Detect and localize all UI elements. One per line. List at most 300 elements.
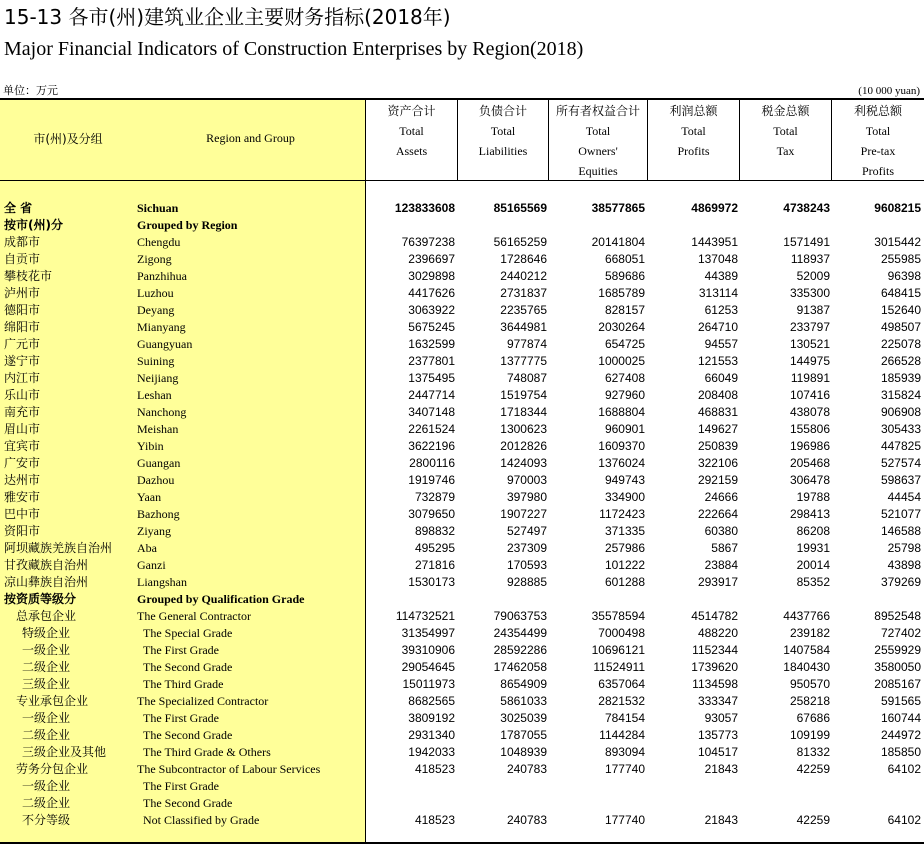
- row-value: 244972: [880, 728, 921, 742]
- row-value: 5675245: [408, 320, 455, 334]
- row-value: 2731837: [500, 286, 547, 300]
- row-value: 25798: [887, 541, 921, 555]
- table-row: [0, 268, 924, 285]
- row-value: 2821532: [598, 694, 645, 708]
- row-value: 1571491: [783, 235, 830, 249]
- header-region-cn: 市(州)及分组: [33, 132, 103, 146]
- row-value: 257986: [604, 541, 645, 555]
- row-value: 3025039: [500, 711, 547, 725]
- row-value: 250839: [697, 439, 738, 453]
- row-label-cn: 德阳市: [4, 303, 41, 317]
- row-value: 266528: [880, 354, 921, 368]
- header-cn: 税金总额: [761, 104, 810, 118]
- row-label-en: The Second Grade: [143, 728, 233, 742]
- row-value: 2447714: [408, 388, 455, 402]
- row-value: 24354499: [493, 626, 547, 640]
- row-value: 468831: [697, 405, 738, 419]
- row-label-cn: 巴中市: [4, 507, 41, 521]
- row-label-cn: 自贡市: [4, 252, 41, 266]
- row-value: 8654909: [500, 677, 547, 691]
- row-label-cn: 绵阳市: [4, 320, 41, 334]
- row-value: 1840430: [783, 660, 830, 674]
- table-row: [0, 200, 924, 217]
- row-value: 177740: [604, 762, 645, 776]
- row-value: 418523: [414, 762, 455, 776]
- row-label-en: Not Classified by Grade: [143, 813, 260, 827]
- row-label-en: Ziyang: [137, 524, 171, 538]
- row-value: 81332: [796, 745, 830, 759]
- row-value: 1942033: [408, 745, 455, 759]
- row-value: 4738243: [783, 201, 830, 215]
- row-value: 205468: [789, 456, 830, 470]
- row-value: 727402: [880, 626, 921, 640]
- header-cn: 所有者权益合计: [555, 104, 640, 118]
- row-value: 521077: [880, 507, 921, 521]
- row-label-en: Grouped by Region: [137, 218, 238, 232]
- row-value: 654725: [604, 337, 645, 351]
- row-value: 784154: [604, 711, 645, 725]
- row-value: 66049: [704, 371, 738, 385]
- row-value: 121553: [697, 354, 738, 368]
- row-value: 3809192: [408, 711, 455, 725]
- header-total-liabilities: [458, 100, 548, 180]
- row-value: 1530173: [408, 575, 455, 589]
- row-value: 1152344: [692, 643, 738, 657]
- row-label-en: Chengdu: [137, 235, 181, 249]
- row-value: 1443951: [691, 235, 738, 249]
- row-value: 2030264: [598, 320, 645, 334]
- row-value: 170593: [506, 558, 547, 572]
- row-value: 21843: [704, 762, 738, 776]
- row-label-en: Yibin: [137, 439, 164, 453]
- table-row: [0, 812, 924, 829]
- row-value: 3029898: [408, 269, 455, 283]
- row-value: 61253: [704, 303, 738, 317]
- row-value: 60380: [704, 524, 738, 538]
- row-value: 137048: [697, 252, 738, 266]
- row-value: 748087: [506, 371, 547, 385]
- row-value: 3063922: [408, 303, 455, 317]
- row-value: 1375495: [408, 371, 455, 385]
- row-value: 271816: [414, 558, 455, 572]
- row-value: 44454: [887, 490, 921, 504]
- row-value: 335300: [789, 286, 830, 300]
- row-value: 1519754: [500, 388, 547, 402]
- table-row: [0, 489, 924, 506]
- table-row: [0, 472, 924, 489]
- row-value: 86208: [796, 524, 830, 538]
- table-row: [0, 234, 924, 251]
- table-row: [0, 455, 924, 472]
- table-row: [0, 506, 924, 523]
- row-value: 56165259: [493, 235, 547, 249]
- row-value: 313114: [698, 286, 738, 300]
- row-value: 1134598: [692, 677, 738, 691]
- row-label-cn: 专业承包企业: [16, 694, 89, 708]
- row-value: 52009: [796, 269, 830, 283]
- row-value: 648415: [880, 286, 921, 300]
- row-value: 20141804: [591, 235, 645, 249]
- table-row: [0, 693, 924, 710]
- header-total-assets: [366, 100, 457, 180]
- row-label-en: The General Contractor: [137, 609, 251, 623]
- row-value: 42259: [796, 813, 830, 827]
- row-value: 2800116: [409, 456, 455, 470]
- row-label-cn: 阿坝藏族羌族自治州: [4, 541, 113, 555]
- row-label-en: Ganzi: [137, 558, 166, 572]
- row-label-cn: 资阳市: [4, 524, 41, 538]
- row-label-en: Luzhou: [137, 286, 174, 300]
- table-row: [0, 778, 924, 795]
- row-value: 488220: [697, 626, 738, 640]
- row-label-en: Liangshan: [137, 575, 187, 589]
- row-label-cn: 雅安市: [4, 490, 41, 504]
- row-value: 109199: [789, 728, 830, 742]
- table-row: [0, 608, 924, 625]
- row-label-en: The First Grade: [143, 711, 219, 725]
- row-value: 5867: [711, 541, 738, 555]
- row-value: 498507: [880, 320, 921, 334]
- row-value: 1688804: [598, 405, 645, 419]
- row-label-cn: 南充市: [4, 405, 41, 419]
- row-value: 264710: [697, 320, 738, 334]
- row-value: 29054645: [401, 660, 455, 674]
- row-label-en: Suining: [137, 354, 175, 368]
- row-label-en: The Third Grade & Others: [143, 745, 271, 759]
- row-value: 3407148: [408, 405, 455, 419]
- row-value: 15011973: [402, 677, 455, 691]
- row-value: 9608215: [874, 201, 921, 215]
- row-value: 114732521: [395, 609, 455, 623]
- page-title-cn: 15-13 各市(州)建筑业企业主要财务指标(2018年): [4, 5, 451, 29]
- row-label-en: Sichuan: [137, 201, 179, 215]
- table-row: [0, 370, 924, 387]
- table-row: [0, 761, 924, 778]
- row-value: 2396697: [408, 252, 455, 266]
- table-row: [0, 387, 924, 404]
- row-value: 379269: [880, 575, 921, 589]
- header-en: Profits: [861, 164, 894, 178]
- row-value: 2559929: [874, 643, 921, 657]
- row-value: 101222: [604, 558, 645, 572]
- table-row: [0, 319, 924, 336]
- row-value: 292159: [697, 473, 738, 487]
- header-cn: 负债合计: [478, 104, 527, 118]
- row-value: 977874: [506, 337, 547, 351]
- row-value: 1376024: [598, 456, 645, 470]
- page-title-en: Major Financial Indicators of Construction Enterprises by Region(2018): [4, 38, 584, 60]
- table-row: [0, 523, 924, 540]
- row-value: 298413: [789, 507, 830, 521]
- row-value: 898832: [414, 524, 455, 538]
- row-value: 3015442: [874, 235, 921, 249]
- row-value: 4869972: [691, 201, 738, 215]
- table-row: [0, 659, 924, 676]
- row-label-en: Yaan: [137, 490, 162, 504]
- unit-label-en: (10 000 yuan): [858, 85, 920, 97]
- row-value: 333347: [697, 694, 738, 708]
- row-value: 233797: [789, 320, 830, 334]
- header-en: Total: [865, 124, 891, 138]
- table-row: [0, 302, 924, 319]
- financial-table: [0, 98, 924, 844]
- row-label-cn: 二级企业: [22, 796, 71, 810]
- header-total-pretax-profits: [832, 100, 924, 180]
- row-value: 24666: [704, 490, 738, 504]
- row-label-cn: 广安市: [4, 456, 41, 470]
- row-label-en: The First Grade: [143, 779, 219, 793]
- row-label-en: Leshan: [137, 388, 172, 402]
- row-value: 950570: [789, 677, 830, 691]
- row-label-cn: 广元市: [4, 337, 41, 351]
- row-value: 255985: [880, 252, 921, 266]
- row-value: 527497: [506, 524, 547, 538]
- row-value: 64102: [887, 813, 921, 827]
- row-value: 315824: [880, 388, 921, 402]
- row-value: 185939: [880, 371, 921, 385]
- row-value: 42259: [796, 762, 830, 776]
- table-row: [0, 574, 924, 591]
- table-body: [0, 200, 924, 829]
- row-value: 1300623: [500, 422, 547, 436]
- row-label-en: The Second Grade: [143, 660, 233, 674]
- header-en: Pre-tax: [860, 144, 896, 158]
- row-value: 3644981: [500, 320, 547, 334]
- row-label-cn: 成都市: [4, 235, 41, 249]
- row-value: 96398: [887, 269, 921, 283]
- table-row: [0, 438, 924, 455]
- row-value: 64102: [887, 762, 921, 776]
- row-value: 79063753: [493, 609, 547, 623]
- row-label-cn: 二级企业: [22, 728, 71, 742]
- row-label-en: Neijiang: [137, 371, 179, 385]
- row-label-en: Panzhihua: [137, 269, 187, 283]
- row-label-en: The Special Grade: [143, 626, 233, 640]
- row-value: 949743: [604, 473, 645, 487]
- row-value: 258218: [789, 694, 830, 708]
- row-value: 1377775: [500, 354, 547, 368]
- table-row: [0, 744, 924, 761]
- row-value: 21843: [704, 813, 738, 827]
- row-label-cn: 一级企业: [22, 779, 71, 793]
- row-value: 928885: [506, 575, 547, 589]
- row-value: 1172423: [599, 507, 645, 521]
- header-en: Total: [681, 124, 706, 138]
- row-value: 371335: [604, 524, 645, 538]
- row-value: 39310906: [401, 643, 455, 657]
- row-value: 44389: [704, 269, 738, 283]
- row-label-cn: 全 省: [4, 201, 33, 215]
- row-label-en: Guangan: [137, 456, 181, 470]
- row-value: 2235765: [500, 303, 547, 317]
- row-value: 438078: [789, 405, 830, 419]
- row-value: 1718344: [500, 405, 547, 419]
- row-value: 144975: [789, 354, 830, 368]
- row-value: 43898: [887, 558, 921, 572]
- row-label-en: Mianyang: [137, 320, 186, 334]
- table-row: [0, 676, 924, 693]
- row-label-cn: 一级企业: [22, 711, 71, 725]
- row-value: 306478: [789, 473, 830, 487]
- row-value: 2440212: [500, 269, 547, 283]
- table-row: [0, 540, 924, 557]
- row-label-cn: 泸州市: [4, 286, 41, 300]
- row-value: 3079650: [408, 507, 455, 521]
- header-en: Total: [773, 124, 798, 138]
- row-label-en: Grouped by Qualification Grade: [137, 592, 305, 606]
- header-total-tax: [740, 100, 831, 180]
- row-label-en: The Second Grade: [143, 796, 233, 810]
- header-region-en: Region and Group: [206, 131, 295, 145]
- row-value: 3622196: [408, 439, 455, 453]
- row-value: 1407584: [783, 643, 830, 657]
- row-value: 2261524: [408, 422, 455, 436]
- row-label-en: Meishan: [137, 422, 179, 436]
- row-label-cn: 宜宾市: [4, 439, 41, 453]
- row-value: 85352: [796, 575, 830, 589]
- header-total-owners-equities: [549, 100, 647, 180]
- row-label-en: The Third Grade: [143, 677, 224, 691]
- row-value: 589686: [604, 269, 645, 283]
- row-value: 1787055: [500, 728, 547, 742]
- row-value: 1907227: [500, 507, 547, 521]
- row-value: 237309: [506, 541, 547, 555]
- row-value: 893094: [604, 745, 645, 759]
- header-en: Liabilities: [478, 144, 528, 158]
- row-label-cn: 眉山市: [4, 422, 41, 436]
- table-row: [0, 421, 924, 438]
- row-value: 293917: [697, 575, 738, 589]
- unit-label-cn: 单位：万元: [3, 84, 58, 97]
- row-value: 6357064: [598, 677, 645, 691]
- row-value: 495295: [414, 541, 455, 555]
- row-value: 93057: [704, 711, 738, 725]
- row-value: 2012826: [500, 439, 547, 453]
- row-label-cn: 总承包企业: [16, 609, 77, 623]
- row-value: 2377801: [408, 354, 455, 368]
- row-value: 305433: [880, 422, 921, 436]
- row-value: 239182: [789, 626, 830, 640]
- header-en: Total: [490, 124, 516, 138]
- row-value: 225078: [880, 337, 921, 351]
- row-value: 397980: [506, 490, 547, 504]
- row-value: 19931: [796, 541, 830, 555]
- header-en: Total: [399, 124, 424, 138]
- row-value: 222664: [697, 507, 738, 521]
- row-label-cn: 劳务分包企业: [16, 762, 89, 776]
- row-value: 906908: [880, 405, 921, 419]
- table-row: [0, 591, 924, 608]
- row-label-en: Bazhong: [137, 507, 180, 521]
- table-row: [0, 642, 924, 659]
- row-value: 4437766: [783, 609, 830, 623]
- header-cn: 利润总额: [669, 104, 718, 118]
- row-value: 1919746: [408, 473, 455, 487]
- row-value: 240783: [506, 762, 547, 776]
- row-label-en: The First Grade: [143, 643, 219, 657]
- table-row: [0, 795, 924, 812]
- row-value: 8682565: [408, 694, 455, 708]
- row-value: 1000025: [598, 354, 645, 368]
- row-label-cn: 攀枝花市: [4, 269, 53, 283]
- table-row: [0, 625, 924, 642]
- row-label-cn: 特级企业: [22, 626, 71, 640]
- row-value: 527574: [880, 456, 921, 470]
- table-row: [0, 217, 924, 234]
- header-cn: 资产合计: [387, 104, 436, 118]
- header-total-profits: [648, 100, 739, 180]
- row-value: 7000498: [598, 626, 645, 640]
- row-value: 104517: [697, 745, 738, 759]
- table-row: [0, 336, 924, 353]
- row-value: 76397238: [401, 235, 455, 249]
- row-value: 598637: [880, 473, 921, 487]
- row-value: 155806: [789, 422, 830, 436]
- row-value: 31354997: [401, 626, 455, 640]
- row-value: 160744: [880, 711, 921, 725]
- header-cn: 利税总额: [853, 104, 902, 118]
- row-value: 149627: [697, 422, 738, 436]
- row-value: 17462058: [493, 660, 547, 674]
- header-divider: [0, 180, 924, 181]
- row-value: 960901: [604, 422, 645, 436]
- table-row: [0, 727, 924, 744]
- row-value: 1048939: [500, 745, 547, 759]
- row-label-cn: 遂宁市: [4, 354, 41, 368]
- row-label-cn: 凉山彝族自治州: [4, 575, 89, 589]
- row-value: 208408: [697, 388, 738, 402]
- table-row: [0, 353, 924, 370]
- row-label-cn: 三级企业及其他: [22, 745, 107, 759]
- header-en: Tax: [776, 144, 795, 158]
- row-value: 2085167: [874, 677, 921, 691]
- row-value: 322106: [697, 456, 738, 470]
- row-value: 1632599: [408, 337, 455, 351]
- table-row: [0, 251, 924, 268]
- row-value: 119891: [790, 371, 830, 385]
- row-value: 135773: [697, 728, 738, 742]
- row-label-cn: 不分等级: [22, 813, 71, 827]
- row-value: 10696121: [591, 643, 645, 657]
- header-en: Profits: [677, 144, 710, 158]
- row-label-cn: 乐山市: [4, 388, 41, 402]
- row-value: 91387: [796, 303, 830, 317]
- row-value: 1728646: [500, 252, 547, 266]
- row-value: 146588: [880, 524, 921, 538]
- table-row: [0, 710, 924, 727]
- row-label-en: The Specialized Contractor: [137, 694, 269, 708]
- row-value: 152640: [880, 303, 921, 317]
- row-label-cn: 按市(州)分: [4, 218, 63, 232]
- row-value: 591565: [880, 694, 921, 708]
- header-en: Equities: [578, 164, 618, 178]
- row-value: 28592286: [493, 643, 547, 657]
- row-value: 668051: [604, 252, 645, 266]
- row-value: 35578594: [591, 609, 645, 623]
- row-value: 418523: [414, 813, 455, 827]
- row-label-en: Deyang: [137, 303, 175, 317]
- row-value: 8952548: [874, 609, 921, 623]
- row-value: 20014: [796, 558, 830, 572]
- row-label-cn: 一级企业: [22, 643, 71, 657]
- row-label-en: Guangyuan: [137, 337, 193, 351]
- row-value: 627408: [604, 371, 645, 385]
- header-en: Total: [585, 124, 611, 138]
- row-value: 1609370: [598, 439, 645, 453]
- row-value: 970003: [506, 473, 547, 487]
- row-value: 1685789: [598, 286, 645, 300]
- row-value: 23884: [704, 558, 738, 572]
